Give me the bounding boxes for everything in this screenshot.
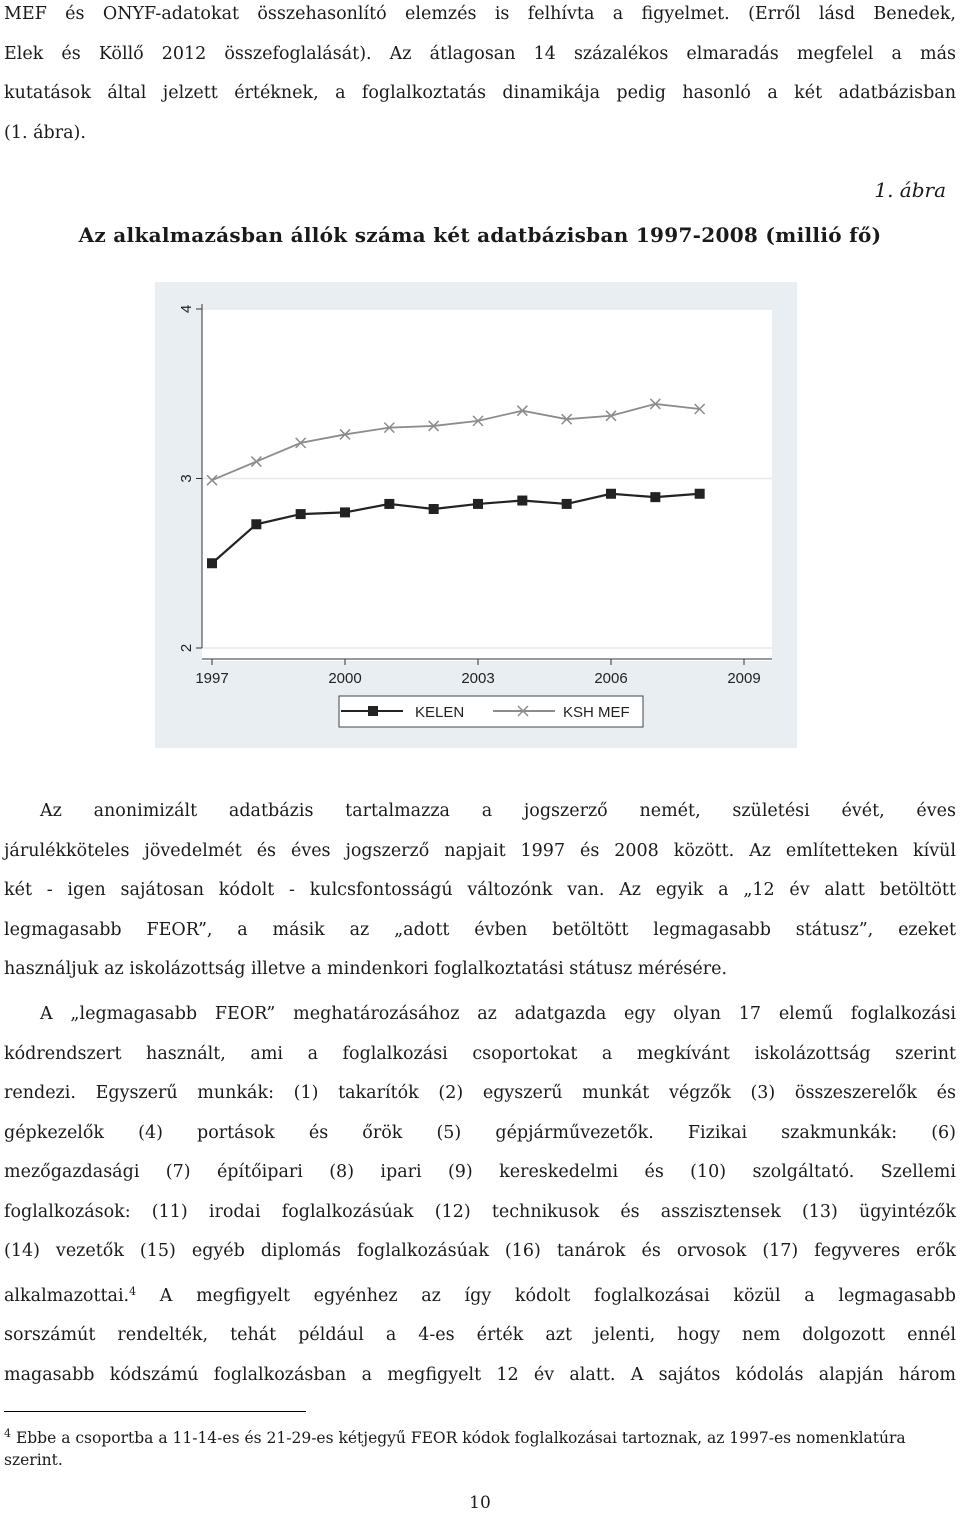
data-point-kelen: [650, 492, 660, 502]
x-tick-label: 2003: [461, 670, 495, 687]
x-tick-label: 2009: [727, 670, 761, 687]
data-point-kelen: [340, 507, 350, 517]
data-point-kelen: [429, 504, 439, 514]
legend-marker-square: [368, 706, 378, 716]
plot-area: [202, 309, 772, 661]
text-line: mezőgazdasági (7) építőipari (8) ipari (9) kereskedelmi és (10) szolgáltató. Szellemi: [4, 1162, 956, 1182]
text-line: kutatások által jelzett értéknek, a foglalkoztatás dinamikája pedig hasonló a két adatbázisban: [4, 83, 956, 103]
data-point-kelen: [562, 499, 572, 509]
data-point-kelen: [251, 519, 261, 529]
intro-paragraph: [4, 0, 956, 153]
y-tick-label: 2: [178, 643, 195, 653]
footnote-text: Ebbe a csoportba a 11-14-es és 21-29-es kétjegyű FEOR kódok foglalkozásai tartoznak, az 1997-es nomenklatúra szerint.: [4, 1429, 906, 1469]
figure-title: Az alkalmazásban állók száma két adatbázisban 1997-2008 (millió fő): [78, 223, 882, 247]
text-line: Az anonimizált adatbázis tartalmazza a jogszerző nemét, születési évét, éves: [40, 801, 956, 821]
text-line: sorszámút rendelték, tehát például a 4-es érték azt jelenti, hogy nem dolgozott ennél: [4, 1325, 956, 1345]
footnote-separator: [4, 1411, 306, 1412]
page-number: 10: [469, 1493, 491, 1513]
data-point-kelen: [606, 489, 616, 499]
footnote: [4, 1423, 956, 1471]
text-line: (1. ábra).: [4, 122, 86, 143]
text-line: két - igen sajátosan kódolt - kulcsfontosságú változónk van. Az egyik a „12 év alatt betöltött: [4, 880, 956, 900]
data-point-kelen: [695, 489, 705, 499]
text-line: használjuk az iskolázottság illetve a mindenkori foglalkoztatási státusz mérésére.: [4, 959, 728, 979]
employment-line-chart: [155, 282, 797, 748]
data-point-kelen: [207, 558, 217, 568]
text-line: rendezi. Egyszerű munkák: (1) takarítók (2) egyszerű munkát végzők (3) összeszerelők és: [4, 1083, 956, 1103]
text-line: Elek és Köllő 2012 összefoglalását). Az átlagosan 14 százalékos elmaradás megfelel a más: [4, 43, 956, 64]
text-line: [4, 1272, 956, 1317]
data-point-kelen: [384, 499, 394, 509]
text-line: foglalkozások: (11) irodai foglalkozásúak (12) technikusok és asszisztensek (13) ügyintézők: [4, 1201, 956, 1222]
data-point-kelen: [473, 499, 483, 509]
text-line: magasabb kódszámú foglalkozásban a megfigyelt 12 év alatt. A sajátos kódolás alapján három: [4, 1364, 956, 1385]
text-segment: A megfigyelt egyénhez az így kódolt foglalkozásai közül a legmagasabb: [159, 1285, 956, 1306]
data-point-kelen: [517, 496, 527, 506]
data-point-kelen: [296, 509, 306, 519]
footnote-reference[interactable]: 4: [129, 1284, 137, 1298]
text-segment: alkalmazottai.: [4, 1285, 130, 1306]
text-line: A „legmagasabb FEOR” meghatározásához az adatgazda egy olyan 17 elemű foglalkozási: [40, 1004, 956, 1024]
legend-label-kshmef: KSH MEF: [563, 704, 630, 721]
x-tick-label: 1997: [195, 670, 229, 687]
text-line: gépkezelők (4) portások és őrök (5) gépjárművezetők. Fizikai szakmunkák: (6): [4, 1122, 956, 1143]
text-line: (14) vezetők (15) egyéb diplomás foglalkozásúak (16) tanárok és orvosok (17) fegyveres erők: [4, 1241, 956, 1261]
y-tick-label: 4: [178, 304, 195, 314]
x-tick-label: 2006: [594, 670, 628, 687]
legend-label-kelen: KELEN: [415, 704, 465, 721]
body-paragraph-2: [4, 995, 956, 1395]
y-tick-label: 3: [178, 474, 195, 483]
text-line: legmagasabb FEOR”, a másik az „adott évben betöltött legmagasabb státusz”, ezeket: [4, 919, 956, 940]
figure-label: 1. ábra: [874, 178, 946, 202]
legend: [339, 696, 643, 727]
text-line: MEF és ONYF-adatokat összehasonlító elemzés is felhívta a figyelmet. (Erről lásd Benedek,: [4, 4, 956, 24]
x-tick-label: 2000: [328, 670, 362, 687]
footnote-mark: 4: [4, 1427, 11, 1440]
text-line: járulékköteles jövedelmét és éves jogszerző napjait 1997 és 2008 között. Az említetteken kívül: [4, 840, 956, 861]
body-paragraph-1: [4, 792, 956, 990]
text-line: kódrendszert használt, ami a foglalkozási csoportokat a megkívánt iskolázottság szerint: [4, 1043, 956, 1064]
